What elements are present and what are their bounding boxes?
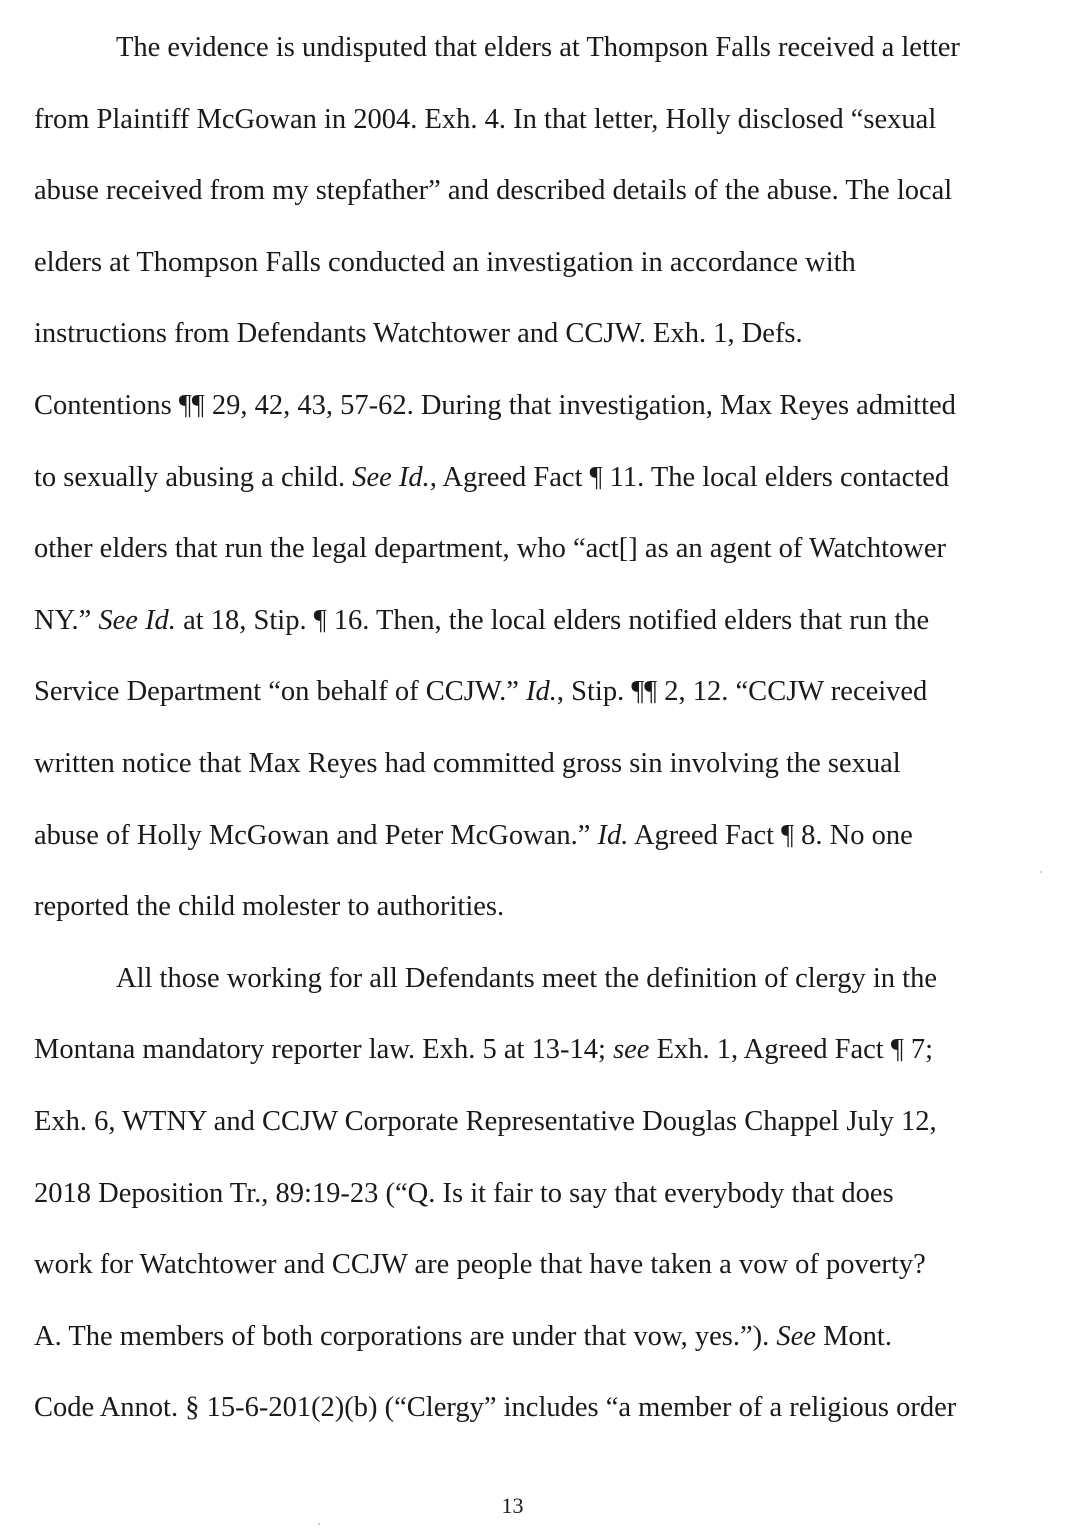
text-segment: All those working for all Defendants meet the definition of clergy in the bbox=[116, 963, 938, 994]
text-line bbox=[34, 1033, 933, 1067]
text-segment: written notice that Max Reyes had committed gross sin involving the sexual bbox=[34, 748, 901, 779]
text-line bbox=[34, 461, 949, 495]
text-segment: Contentions ¶¶ 29, 42, 43, 57-62. During that investigation, Max Reyes admitted bbox=[34, 390, 956, 421]
text-line bbox=[34, 1320, 892, 1354]
text-line bbox=[34, 246, 856, 280]
citation-signal: See Id. bbox=[98, 605, 176, 636]
text-segment: instructions from Defendants Watchtower and CCJW. Exh. 1, Defs. bbox=[34, 318, 803, 349]
paragraph-first-line bbox=[116, 962, 937, 996]
text-line bbox=[34, 890, 504, 924]
text-line bbox=[34, 532, 946, 566]
scan-speck bbox=[318, 1523, 320, 1525]
text-line bbox=[34, 819, 913, 853]
text-segment: to sexually abusing a child. bbox=[34, 462, 353, 493]
text-segment: Exh. 1, Agreed Fact ¶ 7; bbox=[649, 1034, 934, 1065]
text-segment: abuse received from my stepfather” and described details of the abuse. The local bbox=[34, 175, 953, 206]
text-segment: reported the child molester to authorities. bbox=[34, 891, 505, 922]
text-line bbox=[34, 747, 901, 781]
text-segment: , Agreed Fact ¶ 11. The local elders contacted bbox=[429, 462, 950, 493]
scan-speck bbox=[1040, 871, 1042, 873]
text-segment: NY.” bbox=[34, 605, 99, 636]
text-segment: A. The members of both corporations are under that vow, yes.”). bbox=[34, 1321, 777, 1352]
text-line bbox=[34, 389, 956, 423]
text-segment: at 18, Stip. ¶ 16. Then, the local elders notified elders that run the bbox=[175, 605, 930, 636]
citation-signal: Id. bbox=[526, 676, 557, 707]
text-segment: , Stip. ¶¶ 2, 12. “CCJW received bbox=[556, 676, 928, 707]
text-line bbox=[34, 675, 927, 709]
text-segment: Code Annot. § 15-6-201(2)(b) (“Clergy” includes “a member of a religious order bbox=[34, 1392, 957, 1423]
citation-signal: see bbox=[613, 1034, 650, 1065]
text-segment: work for Watchtower and CCJW are people that have taken a vow of poverty? bbox=[34, 1249, 926, 1280]
text-line bbox=[34, 103, 936, 137]
text-line bbox=[34, 1177, 894, 1211]
text-segment: from Plaintiff McGowan in 2004. Exh. 4. In that letter, Holly disclosed “sexual bbox=[34, 104, 937, 135]
citation-signal: Id. bbox=[597, 820, 629, 851]
text-segment: The evidence is undisputed that elders at Thompson Falls received a letter bbox=[116, 32, 960, 63]
text-segment: Exh. 6, WTNY and CCJW Corporate Representative Douglas Chappel July 12, bbox=[34, 1106, 937, 1137]
text-line bbox=[34, 1248, 926, 1282]
text-segment: 2018 Deposition Tr., 89:19-23 (“Q. Is it fair to say that everybody that does bbox=[34, 1178, 894, 1209]
text-line bbox=[34, 1105, 937, 1139]
paragraph-first-line bbox=[116, 31, 960, 65]
text-segment: Mont. bbox=[815, 1321, 892, 1352]
citation-signal: See Id. bbox=[352, 462, 430, 493]
text-segment: other elders that run the legal department, who “act[] as an agent of Watchtower bbox=[34, 533, 946, 564]
text-line bbox=[34, 1391, 956, 1425]
text-line bbox=[34, 317, 803, 351]
citation-signal: See bbox=[776, 1321, 816, 1352]
text-segment: Agreed Fact ¶ 8. No one bbox=[628, 820, 913, 851]
text-segment: abuse of Holly McGowan and Peter McGowan.” bbox=[34, 820, 598, 851]
text-segment: Montana mandatory reporter law. Exh. 5 at 13-14; bbox=[34, 1034, 614, 1065]
text-segment: elders at Thompson Falls conducted an investigation in accordance with bbox=[34, 247, 856, 278]
page-number: 13 bbox=[501, 1493, 524, 1518]
text-line bbox=[34, 604, 929, 638]
text-line bbox=[34, 174, 952, 208]
text-segment: Service Department “on behalf of CCJW.” bbox=[34, 676, 527, 707]
